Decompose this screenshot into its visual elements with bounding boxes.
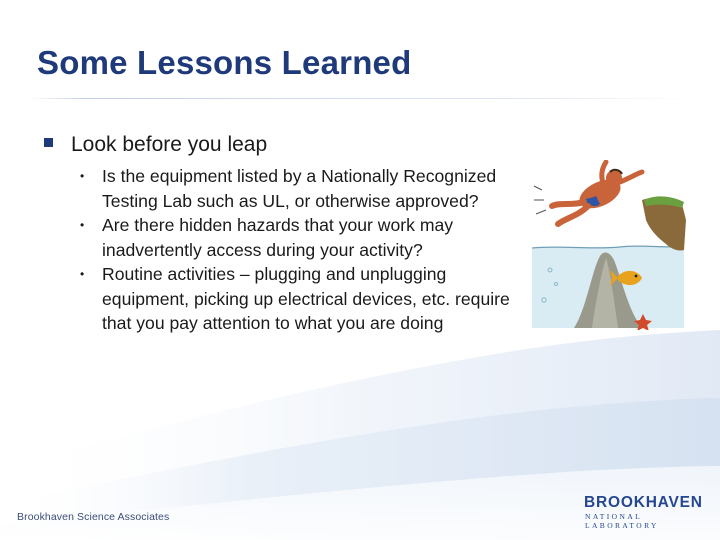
main-bullet: [44, 132, 267, 158]
sub-bullet-item: [80, 164, 510, 213]
bullet-dot-icon: •: [80, 169, 85, 183]
sub-bullet-text: Routine activities – plugging and unplugging equipment, picking up electrical devices, etc. require that you pay attention to what you are doing: [102, 264, 510, 333]
sub-bullet-text: Is the equipment listed by a Nationally Recognized Testing Lab such as UL, or otherwise approved?: [102, 166, 497, 211]
sub-bullet-item: [80, 262, 510, 336]
sub-bullet-list: [80, 164, 510, 336]
slide-title: Some Lessons Learned: [37, 44, 412, 81]
brookhaven-logo: [584, 494, 706, 530]
square-bullet-icon: [44, 138, 53, 147]
logo-subtitle: NATIONAL LABORATORY: [585, 512, 659, 530]
bullet-dot-icon: •: [80, 218, 85, 232]
footer-organization: Brookhaven Science Associates: [17, 511, 170, 523]
diver-cartoon-image: [530, 160, 686, 330]
logo-name: BROOKHAVEN: [584, 494, 703, 511]
sub-bullet-item: [80, 213, 510, 262]
title-divider: [30, 98, 690, 99]
main-bullet-text: Look before you leap: [71, 133, 268, 156]
sub-bullet-text: Are there hidden hazards that your work may inadvertently access during your activity?: [102, 215, 454, 260]
bullet-dot-icon: •: [80, 267, 85, 281]
